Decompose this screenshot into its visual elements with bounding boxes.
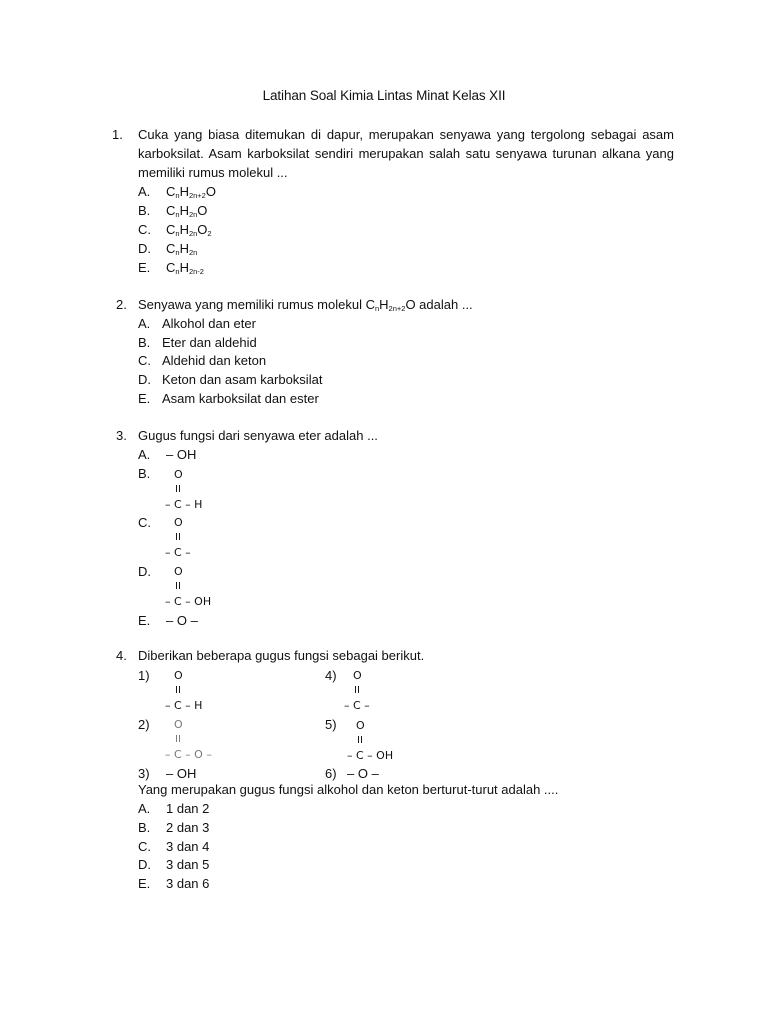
q4-item-4-structure: O II – C –: [344, 669, 370, 712]
q3-option-c-letter: C.: [138, 515, 151, 530]
q3-option-c-structure: O II – C –: [165, 516, 191, 559]
option-letter: D.: [138, 241, 151, 256]
q3-option-e-letter: E.: [138, 613, 151, 628]
q4-item-6-label: 6): [325, 766, 337, 781]
q4-item-3-group: – OH: [166, 766, 197, 781]
formula: $C_nH_{2n+2}O$: [166, 184, 216, 200]
question-1-line-1: Cuka yang biasa ditemukan di dapur, merupakan senyawa yang tergolong sebagai asam: [138, 127, 674, 142]
document-page: Latihan Soal Kimia Lintas Minat Kelas XII 1. Cuka yang biasa ditemukan di dapur, merupakan senyawa yang tergolong sebagai asam karboksilat. Asam karboksilat sendiri merupakan salah satu senyawa turunan alkana yang memiliki rumus molekul ... A. $C_nH_{2n+2}O$ B. $C_nH_{2n}O$ C. $C_nH_{2n}O_2$ D. $C_nH_{2n}$ E. $C_nH_{2n-2}$ 2. Senyawa yang memiliki rumus molekul $C_nH_{2n+2}O$ adalah ... A. Alkohol dan eter B. Eter dan aldehid C. Aldehid dan keton D. Keton dan asam karboksilat E. Asam karboksilat dan ester 3. Gugus fungsi dari senyawa eter adalah ... A. – OH B. O II – C – H C. O II – C – D. O II – C – OH E. – O – 4. Diberikan beberapa gugus fungsi sebagai berikut. 1) O II – C – H 2) O II – C – O – 3) – OH 4) O II – C – 5) O II – C – OH 6) – O – Yang merupakan gugus fungsi alkohol dan keton berturut-turut adalah .... A. 1 dan 2 B. 2 dan 3 C. 3 dan 4 D. 3 dan 5 E. 3 dan 6: [0, 0, 768, 1024]
question-2-text: Senyawa yang memiliki rumus molekul $C_nH_{2n+2}O$ adalah ...: [138, 297, 473, 313]
q4-item-2-structure: O II – C – O –: [165, 718, 212, 761]
q3-option-b-letter: B.: [138, 466, 151, 481]
question-3-number: 3.: [116, 428, 127, 443]
q4-item-5-structure: O II – C – OH: [347, 719, 394, 762]
q3-option-a-letter: A.: [138, 447, 151, 462]
question-2-number: 2.: [116, 297, 127, 312]
q4-item-6-group: – O –: [347, 766, 379, 781]
question-4-text: Diberikan beberapa gugus fungsi sebagai berikut.: [138, 648, 425, 663]
q4-item-3-label: 3): [138, 766, 150, 781]
question-4-number: 4.: [116, 648, 127, 663]
q4-item-5-label: 5): [325, 717, 337, 732]
option-letter: E.: [138, 260, 151, 275]
option-letter: C.: [138, 222, 151, 237]
formula: $C_nH_{2n-2}$: [166, 260, 204, 276]
q4-item-1-structure: O II – C – H: [165, 669, 203, 712]
question-3-text: Gugus fungsi dari senyawa eter adalah ...: [138, 428, 378, 443]
page-title: Latihan Soal Kimia Lintas Minat Kelas XII: [262, 88, 506, 103]
q3-option-e-group: – O –: [166, 613, 198, 628]
question-1-line-3: memiliki rumus molekul ...: [138, 165, 288, 180]
q4-item-1-label: 1): [138, 668, 150, 683]
question-4-prompt: Yang merupakan gugus fungsi alkohol dan keton berturut-turut adalah ....: [138, 782, 559, 797]
question-1-line-2: karboksilat. Asam karboksilat sendiri merupakan salah satu senyawa turunan alkana yang: [138, 146, 674, 161]
q3-option-b-structure: O II – C – H: [165, 468, 203, 511]
formula: $C_nH_{2n}O$: [166, 203, 208, 219]
formula: $C_nH_{2n}$: [166, 241, 198, 257]
q4-item-2-label: 2): [138, 717, 150, 732]
q3-option-d-structure: O II – C – OH: [165, 565, 212, 608]
q3-option-a-group: – OH: [166, 447, 197, 462]
formula: $C_nH_{2n}O_2$: [166, 222, 212, 238]
option-letter: A.: [138, 184, 151, 199]
question-1-number: 1.: [112, 127, 123, 142]
option-letter: B.: [138, 203, 151, 218]
q3-option-d-letter: D.: [138, 564, 151, 579]
q4-item-4-label: 4): [325, 668, 337, 683]
